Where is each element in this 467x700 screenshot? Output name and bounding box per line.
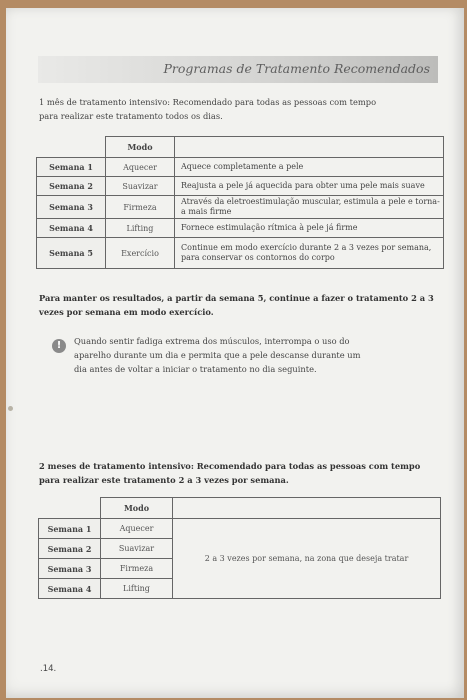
program-table-1 [36,136,444,269]
table-row [39,519,441,539]
mode-cell: Exercício [106,238,175,269]
week-label: Semana 3 [39,559,101,579]
table-row [37,196,444,219]
mode-cell: Aquecer [106,158,175,177]
section2-intro: 2 meses de tratamento intensivo: Recomendado para todas as pessoas com tempo para realizar este tratamento 2 a 3 vezes por semana. [39,461,421,485]
manual-page [6,8,464,698]
mode-cell: Suavizar [106,177,175,196]
table-corner-cell [37,137,106,158]
mode-header: Modo [106,137,175,158]
page-smudge [8,406,13,411]
week-label: Semana 1 [37,158,106,177]
week-label: Semana 2 [37,177,106,196]
table-header-row [39,498,441,519]
table-header-blank [175,137,444,158]
description-cell: Aquece completamente a pele [175,158,444,177]
table-row [37,238,444,269]
table-row [37,158,444,177]
week-label: Semana 3 [37,196,106,219]
maintenance-note: Para manter os resultados, a partir da semana 5, continue a fazer o tratamento 2 a 3 vezes por semana em modo exercício. [39,293,434,317]
mode-cell: Lifting [106,219,175,238]
table-corner-cell [39,498,101,519]
mode-cell: Firmeza [101,559,173,579]
warning-text: Quando sentir fadiga extrema dos músculos, interrompa o uso do aparelho durante um dia e permita que a pele descanse durante um dia antes de voltar a iniciar o tratamento no dia seguinte. [74,336,361,374]
mode-cell: Aquecer [101,519,173,539]
mode-cell: Lifting [101,579,173,599]
week-label: Semana 1 [39,519,101,539]
page-number: .14. [40,664,57,674]
program-table-2 [38,497,441,599]
title-banner [38,56,438,83]
week-label: Semana 2 [39,539,101,559]
week-label: Semana 5 [37,238,106,269]
description-cell: Reajusta a pele já aquecida para obter uma pele mais suave [175,177,444,196]
section1-intro: 1 mês de tratamento intensivo: Recomendado para todas as pessoas com tempo para realizar este tratamento todos os dias. [39,97,377,121]
page-title: Programas de Tratamento Recomendados [163,61,430,76]
table-row [37,177,444,196]
table-header-blank [173,498,441,519]
description-cell: Através da eletroestimulação muscular, estimula a pele e torna-a mais firme [175,196,444,219]
mode-header: Modo [101,498,173,519]
description-cell: Continue em modo exercício durante 2 a 3 vezes por semana, para conservar os contornos do corpo [175,238,444,269]
table-row [37,219,444,238]
warning-icon: ! [52,339,66,353]
mode-cell: Suavizar [101,539,173,559]
table-header-row [37,137,444,158]
week-label: Semana 4 [39,579,101,599]
mode-cell: Firmeza [106,196,175,219]
description-cell: Fornece estimulação rítmica à pele já firme [175,219,444,238]
merged-description-cell: 2 a 3 vezes por semana, na zona que deseja tratar [173,519,441,599]
week-label: Semana 4 [37,219,106,238]
